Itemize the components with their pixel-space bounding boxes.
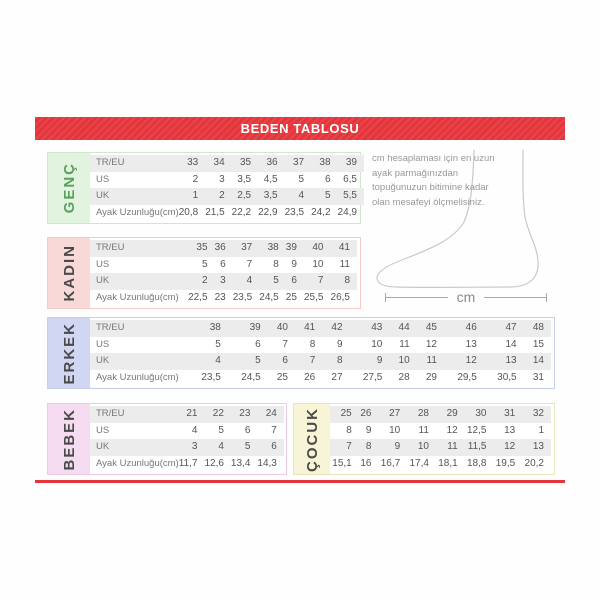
- size-value-cell: 23: [214, 291, 226, 303]
- size-value-cell: 44: [398, 322, 410, 334]
- size-value-cell: 38: [209, 322, 221, 334]
- size-value-cell: 39: [249, 322, 261, 334]
- size-value-cell: 4: [218, 441, 224, 453]
- size-value-cell: 39: [345, 157, 357, 169]
- size-value-cell: 45: [425, 322, 437, 334]
- size-value-cell: 5: [273, 275, 279, 287]
- size-value-cell: 25,5: [303, 291, 324, 303]
- size-value-cell: 7: [317, 275, 324, 287]
- section-label-strip: [48, 238, 90, 308]
- table-row: [90, 205, 364, 222]
- size-value-cell: 5: [215, 338, 221, 350]
- section-label-strip: [294, 404, 330, 474]
- section-label: ÇOCUK: [303, 406, 321, 472]
- cm-unit-label: cm: [456, 289, 476, 305]
- size-value-cell: 43: [371, 322, 383, 334]
- size-value-cell: 6: [282, 355, 288, 367]
- size-value-cell: 26: [360, 408, 372, 420]
- size-table: [90, 240, 357, 306]
- size-value-cell: 25: [276, 371, 288, 383]
- size-value-cell: 11,5: [467, 441, 487, 453]
- size-value-cell: 5: [218, 424, 224, 436]
- row-label: TR/EU: [96, 408, 125, 420]
- size-value-cell: 13: [504, 424, 516, 436]
- size-value-cell: 23,5: [201, 371, 221, 383]
- table-row: [330, 439, 551, 456]
- bottom-divider: [35, 480, 565, 483]
- table-row: [90, 370, 551, 387]
- row-label: US: [96, 258, 110, 270]
- table-row: [90, 320, 551, 337]
- size-value-cell: 32: [532, 408, 544, 420]
- size-value-cell: 9: [365, 424, 372, 436]
- row-label: TR/EU: [96, 157, 125, 169]
- size-value-cell: 12: [465, 355, 477, 367]
- size-value-cell: 10: [312, 258, 324, 270]
- table-row: [90, 172, 364, 189]
- table-row: [90, 337, 551, 354]
- table-row: [90, 155, 364, 172]
- size-value-cell: 6: [255, 338, 261, 350]
- size-value-cell: 8: [344, 275, 350, 287]
- size-value-cell: 10: [389, 424, 401, 436]
- size-value-cell: 22,5: [188, 291, 208, 303]
- size-value-cell: 14: [505, 338, 517, 350]
- row-label: TR/EU: [96, 242, 125, 254]
- size-value-cell: 8: [346, 424, 352, 436]
- size-value-cell: 7: [282, 338, 288, 350]
- size-value-cell: 18,8: [466, 457, 487, 469]
- size-value-cell: 11,7: [178, 457, 198, 469]
- size-value-cell: 40: [276, 322, 288, 334]
- row-label: UK: [96, 355, 110, 367]
- size-value-cell: 38: [267, 242, 279, 254]
- size-value-cell: 47: [505, 322, 517, 334]
- size-value-cell: 20,2: [524, 457, 544, 469]
- size-value-cell: 40: [312, 242, 324, 254]
- row-label: US: [96, 424, 110, 436]
- size-value-cell: 28: [398, 371, 410, 383]
- size-value-cell: 14,3: [257, 457, 277, 469]
- size-value-cell: 46: [465, 322, 477, 334]
- size-value-cell: 11: [339, 258, 350, 270]
- size-value-cell: 4: [298, 190, 305, 202]
- size-value-cell: 8: [365, 441, 372, 453]
- size-value-cell: 34: [213, 157, 225, 169]
- size-value-cell: 27: [389, 408, 401, 420]
- section-label: ERKEK: [60, 321, 78, 385]
- size-value-cell: 12,5: [466, 424, 487, 436]
- size-value-cell: 8: [273, 258, 279, 270]
- row-label: US: [96, 173, 110, 185]
- size-value-cell: 10: [417, 441, 429, 453]
- size-table-section-erkek: [47, 317, 555, 389]
- table-row: [90, 188, 364, 205]
- size-value-cell: 42: [331, 322, 343, 334]
- size-table-section-bebek: [47, 403, 287, 475]
- size-table-section-cocuk: [293, 403, 555, 475]
- size-value-cell: 41: [338, 242, 350, 254]
- size-value-cell: 13: [532, 441, 544, 453]
- size-table: [90, 406, 284, 472]
- size-value-cell: 13,4: [230, 457, 251, 469]
- size-value-cell: 6: [291, 275, 297, 287]
- size-value-cell: 2: [219, 190, 225, 202]
- table-row: [90, 273, 357, 290]
- table-row: [330, 406, 551, 423]
- size-value-cell: 2: [192, 173, 199, 185]
- section-label: GENÇ: [60, 162, 78, 214]
- size-value-cell: 2: [201, 275, 208, 287]
- size-value-cell: 8: [336, 355, 343, 367]
- size-value-cell: 9: [376, 355, 383, 367]
- size-value-cell: 9: [291, 258, 297, 270]
- size-value-cell: 2,5: [237, 190, 252, 202]
- size-value-cell: 22: [212, 408, 224, 420]
- size-value-cell: 31: [504, 408, 516, 420]
- size-value-cell: 36: [214, 242, 226, 254]
- size-value-cell: 3: [220, 275, 226, 287]
- measure-tick-right: [546, 293, 547, 302]
- row-label: US: [96, 338, 110, 350]
- size-value-cell: 12: [446, 424, 458, 436]
- table-row: [90, 406, 284, 423]
- table-row: [90, 290, 357, 307]
- size-value-cell: 37: [292, 157, 305, 169]
- size-value-cell: 30,5: [497, 371, 517, 383]
- size-value-cell: 10: [398, 355, 410, 367]
- size-value-cell: 38: [319, 157, 331, 169]
- size-value-cell: 48: [532, 322, 544, 334]
- size-value-cell: 36: [266, 157, 278, 169]
- size-value-cell: 30: [475, 408, 487, 420]
- size-value-cell: 7: [346, 441, 352, 453]
- section-label-strip: [48, 153, 90, 223]
- measure-rule: [484, 297, 546, 298]
- size-value-cell: 4: [215, 355, 221, 367]
- section-label: KADIN: [60, 244, 78, 302]
- section-label: BEBEK: [60, 407, 78, 471]
- size-value-cell: 31: [532, 371, 544, 383]
- row-label: Ayak Uzunluğu(cm): [96, 371, 179, 383]
- size-value-cell: 28: [417, 408, 429, 420]
- size-value-cell: 8: [309, 338, 316, 350]
- size-value-cell: 26,5: [330, 291, 350, 303]
- size-value-cell: 3,5: [263, 190, 278, 202]
- size-value-cell: 6,5: [343, 173, 357, 185]
- size-value-cell: 24,5: [241, 371, 261, 383]
- size-value-cell: 16,7: [380, 457, 401, 469]
- size-value-cell: 5: [201, 258, 208, 270]
- size-value-cell: 6: [271, 441, 277, 453]
- size-value-cell: 20,8: [178, 206, 199, 218]
- table-row: [330, 456, 551, 473]
- row-label: UK: [96, 275, 110, 287]
- table-row: [90, 423, 284, 440]
- size-value-cell: 7: [246, 258, 253, 270]
- size-value-cell: 24: [265, 408, 277, 420]
- size-value-cell: 29: [425, 371, 437, 383]
- row-label: Ayak Uzunluğu(cm): [96, 457, 179, 469]
- size-value-cell: 17,4: [409, 457, 429, 469]
- size-value-cell: 24,9: [337, 206, 357, 218]
- size-value-cell: 12: [425, 338, 437, 350]
- size-value-cell: 29: [446, 408, 458, 420]
- section-label-strip: [48, 404, 90, 474]
- size-value-cell: 5,5: [343, 190, 357, 202]
- size-value-cell: 4: [246, 275, 253, 287]
- size-value-cell: 3: [191, 441, 198, 453]
- table-row: [330, 423, 551, 440]
- section-label-strip: [48, 318, 90, 388]
- size-value-cell: 41: [304, 322, 316, 334]
- size-value-cell: 6: [324, 173, 331, 185]
- size-value-cell: 22,9: [258, 206, 278, 218]
- row-label: UK: [96, 441, 110, 453]
- size-table-section-genc: [47, 152, 361, 224]
- size-value-cell: 21: [186, 408, 198, 420]
- size-table: [330, 406, 551, 472]
- size-value-cell: 29,5: [457, 371, 477, 383]
- size-value-cell: 10: [371, 338, 383, 350]
- size-value-cell: 39: [285, 242, 297, 254]
- size-value-cell: 16: [360, 457, 372, 469]
- size-value-cell: 4: [191, 424, 198, 436]
- size-value-cell: 3: [219, 173, 225, 185]
- size-value-cell: 9: [336, 338, 343, 350]
- table-row: [90, 353, 551, 370]
- size-value-cell: 1: [538, 424, 544, 436]
- size-value-cell: 4,5: [263, 173, 278, 185]
- size-value-cell: 23,5: [284, 206, 305, 218]
- measure-note: cm hesaplaması için en uzun ayak parmağınızdan topuğunuzun bitimine kadar olan mesafeyi ölçmelisiniz.: [372, 153, 495, 209]
- size-value-cell: 24,5: [259, 291, 279, 303]
- measurement-panel: [370, 148, 556, 300]
- size-table: [90, 320, 551, 386]
- size-value-cell: 23,5: [232, 291, 253, 303]
- size-value-cell: 35: [196, 242, 208, 254]
- page-title: BEDEN TABLOSU: [240, 121, 360, 136]
- size-value-cell: 5: [244, 441, 251, 453]
- size-value-cell: 12: [504, 441, 516, 453]
- size-table: [90, 155, 364, 221]
- row-label: Ayak Uzunluğu(cm): [96, 206, 179, 218]
- size-value-cell: 19,5: [495, 457, 516, 469]
- size-value-cell: 6: [244, 424, 251, 436]
- row-label: Ayak Uzunluğu(cm): [96, 291, 179, 303]
- size-value-cell: 18,1: [438, 457, 458, 469]
- size-value-cell: 7: [309, 355, 316, 367]
- size-value-cell: 5: [255, 355, 261, 367]
- size-value-cell: 12,6: [204, 457, 224, 469]
- measure-rule: [386, 297, 448, 298]
- row-label: UK: [96, 190, 110, 202]
- size-value-cell: 25: [285, 291, 297, 303]
- size-value-cell: 14: [532, 355, 544, 367]
- size-value-cell: 23: [239, 408, 251, 420]
- size-value-cell: 37: [241, 242, 253, 254]
- size-table-section-kadin: [47, 237, 361, 309]
- size-value-cell: 33: [187, 157, 199, 169]
- size-value-cell: 13: [505, 355, 517, 367]
- size-value-cell: 22,2: [231, 206, 252, 218]
- size-value-cell: 13: [465, 338, 477, 350]
- size-value-cell: 5: [324, 190, 331, 202]
- table-row: [90, 257, 357, 274]
- size-value-cell: 15,1: [332, 457, 352, 469]
- size-value-cell: 27,5: [362, 371, 383, 383]
- row-label: TR/EU: [96, 322, 125, 334]
- size-value-cell: 11: [399, 338, 410, 350]
- size-value-cell: 35: [240, 157, 252, 169]
- size-value-cell: 3,5: [237, 173, 252, 185]
- size-value-cell: 5: [298, 173, 305, 185]
- size-value-cell: 21,5: [205, 206, 225, 218]
- table-row: [90, 240, 357, 257]
- size-value-cell: 11: [418, 424, 429, 436]
- size-value-cell: 6: [220, 258, 226, 270]
- size-value-cell: 24,2: [311, 206, 331, 218]
- size-value-cell: 11: [426, 355, 437, 367]
- size-value-cell: 26: [304, 371, 316, 383]
- size-value-cell: 25: [340, 408, 352, 420]
- size-value-cell: 1: [192, 190, 199, 202]
- size-value-cell: 9: [394, 441, 401, 453]
- size-value-cell: 7: [271, 424, 277, 436]
- size-value-cell: 11: [447, 441, 458, 453]
- header-bar: [35, 117, 565, 140]
- size-value-cell: 15: [532, 338, 544, 350]
- size-value-cell: 27: [331, 371, 343, 383]
- table-row: [90, 439, 284, 456]
- table-row: [90, 456, 284, 473]
- cm-measure-line: [385, 291, 547, 303]
